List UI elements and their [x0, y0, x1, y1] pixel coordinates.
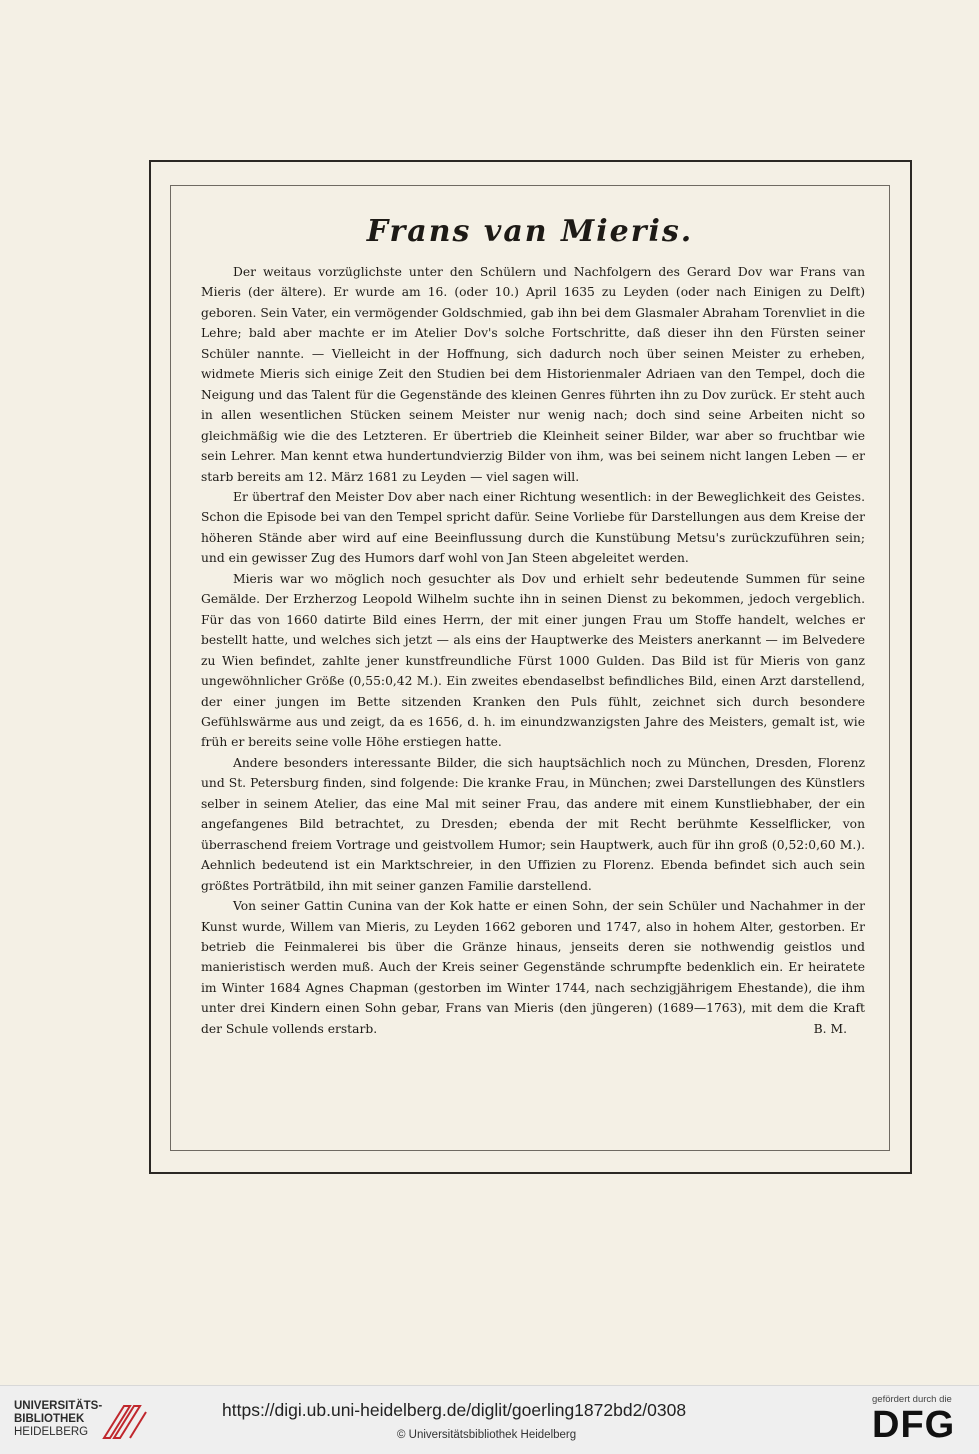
paragraph-2: Er übertraf den Meister Dov aber nach einer Richtung wesentlich: in der Beweglichkeit des Geistes. Schon die Episode bei van den Tempel spricht dafür. Seine Vorliebe für Darstellungen aus dem Kreise der höheren Stände aber wird auf eine Beeinflussung durch die Kunstübung Metsu's zurückzuführen sein; und ein gewisser Zug des Humors darf wohl von Jan Steen abgeleitet werden. [201, 489, 865, 566]
permalink-url[interactable]: https://digi.ub.uni-heidelberg.de/diglit/goerling1872bd2/0308 [222, 1400, 687, 1420]
funding-label: gefördert durch die [872, 1394, 952, 1405]
author-signature: B. M. [813, 1021, 847, 1036]
paragraph-5-text: Von seiner Gattin Cunina van der Kok hatte er einen Sohn, der sein Schüler und Nachahmer in der Kunst wurde, Willem van Mieris, zu Leyden 1662 geboren und 1747, also in hohem Alter, gestorben. Er betrieb die Feinmalerei bis über die Gränze hinaus, jenseits deren sie nothwendig geistlos und manieristisch werden muß. Auch der Kreis seiner Gegenstände schrumpfte bedenklich ein. Er heiratete im Winter 1684 Agnes Chapman (gestorben im Winter 1744, nach sechzigjährigem Ehestande), die ihm unter drei Kindern einen Sohn gebar, Frans van Mieris (den jüngeren) (1689—1763), mit dem die Kraft der Schule vollends erstarb. [201, 899, 865, 1036]
viewer-footer [0, 1385, 979, 1454]
paragraph-4: Andere besonders interessante Bilder, die sich hauptsächlich noch zu München, Dresden, Florenz und St. Petersburg finden, sind folgende: Die kranke Frau, in München; zwei Darstellungen des Künstlers selber in seinem Atelier, das eine Mal mit seiner Frau, das andere mit einem Kunstliebhaber, der ein angefangenes Bild betrachtet, zu Dresden; ebenda der mit Recht berühmte Kesselflicker, von überraschend freiem Vortrage und geistvollem Humor; sein Hauptwerk, auch für ihn groß (0,52:0,60 M.). Aehnlich bedeutend ist ein Marktschreier, in den Uffizien zu Florenz. Ebenda befindet sich auch sein größtes Porträtbild, ihn mit seiner ganzen Familie darstellend. [201, 755, 865, 893]
article-body [201, 262, 865, 1039]
copyright-notice: © Universitätsbibliothek Heidelberg [397, 1429, 577, 1441]
article-title: Frans van Mieris. [366, 214, 694, 249]
library-book-icon [100, 1398, 150, 1444]
dfg-logo[interactable]: DFG [872, 1404, 956, 1446]
library-name: UNIVERSITÄTS- BIBLIOTHEK HEIDELBERG [14, 1400, 103, 1438]
university-library-logo[interactable] [14, 1398, 174, 1444]
paragraph-3: Mieris war wo möglich noch gesuchter als Dov und erhielt sehr bedeutende Summen für seine Gemälde. Der Erzherzog Leopold Wilhelm suchte ihn in seinen Dienst zu bekommen, jedoch vergeblich. Für das von 1660 datirte Bild eines Herrn, der mit einer jungen Frau um Stoffe handelt, welches er bestellt hatte, und welches sich jetzt — als eins der Hauptwerke des Meisters anerkannt — im Belvedere zu Wien befindet, zahlte jener kunstfreundliche Fürst 1000 Gulden. Das Bild ist für Mieris von ganz ungewöhnlicher Größe (0,55:0,42 M.). Ein zweites ebendaselbst befindliches Bild, einen Arzt darstellend, der einer jungen im Bette sitzenden Kranken den Puls fühlt, zeichnet sich durch besondere Gefühlswärme aus und zeigt, da es 1656, d. h. im einundzwanzigsten Jahre des Meisters, gemalt ist, wie früh er bereits seine volle Höhe erstiegen hatte. [201, 571, 865, 750]
paragraph-1: Der weitaus vorzüglichste unter den Schülern und Nachfolgern des Gerard Dov war Frans van Mieris (der ältere). Er wurde am 16. (oder 10.) April 1635 zu Leyden (oder nach Einigen zu Delft) geboren. Sein Vater, ein vermögender Goldschmied, gab ihn bei dem Glasmaler Abraham Torenvliet in die Lehre; bald aber machte er im Atelier Dov's solche Fortschritte, daß dieser ihn den Fürsten seiner Schüler nannte. — Vielleicht in der Hoffnung, sich dadurch noch über seinen Meister zu erheben, widmete Mieris sich einige Zeit den Studien bei dem Historienmaler Adriaen van den Tempel, doch die Neigung und das Talent für die Gegenstände des kleinen Genres führten ihn zu Dov zurück. Er steht auch in allen wesentlichen Stücken seinem Meister nur wenig nach; doch sind seine Arbeiten nicht so gleichmäßig wie die des Letzteren. Er übertrieb die Kleinheit seiner Bilder, war aber so fruchtbar wie sein Lehrer. Man kennt etwa hundertundvierzig Bilder von ihm, was bei seinem nicht langen Leben — er starb bereits am 12. März 1681 zu Leyden — viel sagen will. [201, 265, 865, 484]
paragraph-5 [201, 896, 865, 1039]
